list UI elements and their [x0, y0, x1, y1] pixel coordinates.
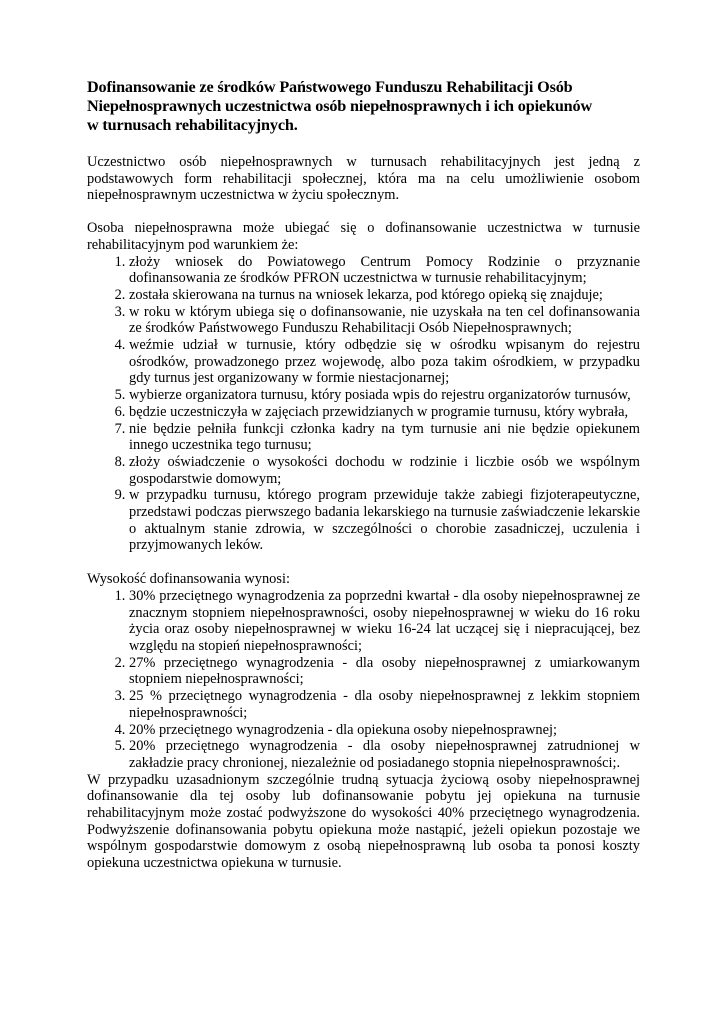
- list-item: 2. została skierowana na turnus na wniosek lekarza, pod którego opieką się znajduje;: [129, 287, 640, 304]
- list-item: 3. w roku w którym ubiega się o dofinansowanie, nie uzyskała na ten cel dofinansowania ze środków Państwowego Funduszu Rehabilitacji Osób Niepełnosprawnych;: [129, 304, 640, 337]
- list-item: 4. weźmie udział w turnusie, który odbędzie się w ośrodku wpisanym do rejestru ośrodków, prowadzonego przez wojewodę, albo poza takim ośrodkiem, w przypadku gdy turnus jest organizowany w formie niestacjonarnej;: [129, 337, 640, 387]
- document-page: [87, 78, 640, 872]
- list-item: 6. będzie uczestniczyła w zajęciach przewidzianych w programie turnusu, który wybrała,: [129, 404, 640, 421]
- conditions-intro: Osoba niepełnosprawna może ubiegać się o dofinansowanie uczestnictwa w turnusie rehabilitacyjnym pod warunkiem że:: [87, 220, 640, 253]
- list-item: 8. złoży oświadczenie o wysokości dochodu w rodzinie i liczbie osób we wspólnym gospodarstwie domowym;: [129, 454, 640, 487]
- amount-intro: Wysokość dofinansowania wynosi:: [87, 571, 290, 588]
- list-item: 1. złoży wniosek do Powiatowego Centrum Pomocy Rodzinie o przyznanie dofinansowania ze środków PFRON uczestnictwa w turnusie rehabilitacyjnym;: [129, 254, 640, 287]
- title-line-2: Niepełnosprawnych uczestnictwa osób niepełnosprawnych i ich opiekunów: [87, 97, 593, 115]
- conditions-list: [87, 254, 640, 555]
- amounts-list: [87, 588, 640, 772]
- list-item: 5. wybierze organizatora turnusu, który posiada wpis do rejestru organizatorów turnusów,: [129, 387, 640, 404]
- closing-paragraph: W przypadku uzasadnionym szczególnie trudną sytuacja życiową osoby niepełnosprawnej dofinansowanie dla tej osoby lub dofinansowanie pobytu jej opiekuna na turnusie rehabilitacyjnym może zostać podwyższone do wysokości 40% przeciętnego wynagrodzenia. Podwyższenie dofinansowania pobytu opiekuna może nastąpić, jeżeli opiekun pozostaje we wspólnym gospodarstwie domowym z osobą niepełnosprawną lub osoba ta ponosi koszty opiekuna uczestnictwa opiekuna w turnusie.: [87, 771, 640, 872]
- list-item: 7. nie będzie pełniła funkcji członka kadry na tym turnusie ani nie będzie opiekunem innego uczestnika tego turnusu;: [129, 421, 640, 454]
- list-item: 5. 20% przeciętnego wynagrodzenia - dla osoby niepełnosprawnej zatrudnionej w zakładzie pracy chronionej, niezależnie od posiadanego stopnia niepełnosprawności;.: [129, 738, 640, 771]
- list-item: 9. w przypadku turnusu, którego program przewiduje także zabiegi fizjoterapeutyczne, przedstawi podczas pierwszego badania lekarskiego na turnusie zaświadczenie lekarskie o aktualnym stanie zdrowia, w szczególności o chorobie zasadniczej, uczulenia i przyjmowanych leków.: [129, 487, 640, 554]
- list-item: 2. 27% przeciętnego wynagrodzenia - dla osoby niepełnosprawnej z umiarkowanym stopniem niepełnosprawności;: [129, 655, 640, 688]
- list-item: 3. 25 % przeciętnego wynagrodzenia - dla osoby niepełnosprawnej z lekkim stopniem niepełnosprawności;: [129, 688, 640, 721]
- list-item: 4. 20% przeciętnego wynagrodzenia - dla opiekuna osoby niepełnosprawnej;: [129, 722, 640, 739]
- intro-paragraph: Uczestnictwo osób niepełnosprawnych w turnusach rehabilitacyjnych jest jedną z podstawowych form rehabilitacji społecznej, która ma na celu umożliwienie osobom niepełnosprawnym uczestnictwa w życiu społecznym.: [87, 154, 640, 204]
- document-title: [87, 78, 640, 135]
- list-item: 1. 30% przeciętnego wynagrodzenia za poprzedni kwartał - dla osoby niepełnosprawnej ze znacznym stopniem niepełnosprawności, osoby niepełnosprawnej w wieku do 16 roku życia oraz osoby niepełnosprawnej w wieku 16-24 lat uczącej się i niepracującej, bez względu na stopień niepełnosprawności;: [129, 588, 640, 655]
- title-line-1: Dofinansowanie ze środków Państwowego Funduszu Rehabilitacji Osób: [87, 78, 573, 96]
- title-line-3: w turnusach rehabilitacyjnych.: [87, 116, 298, 134]
